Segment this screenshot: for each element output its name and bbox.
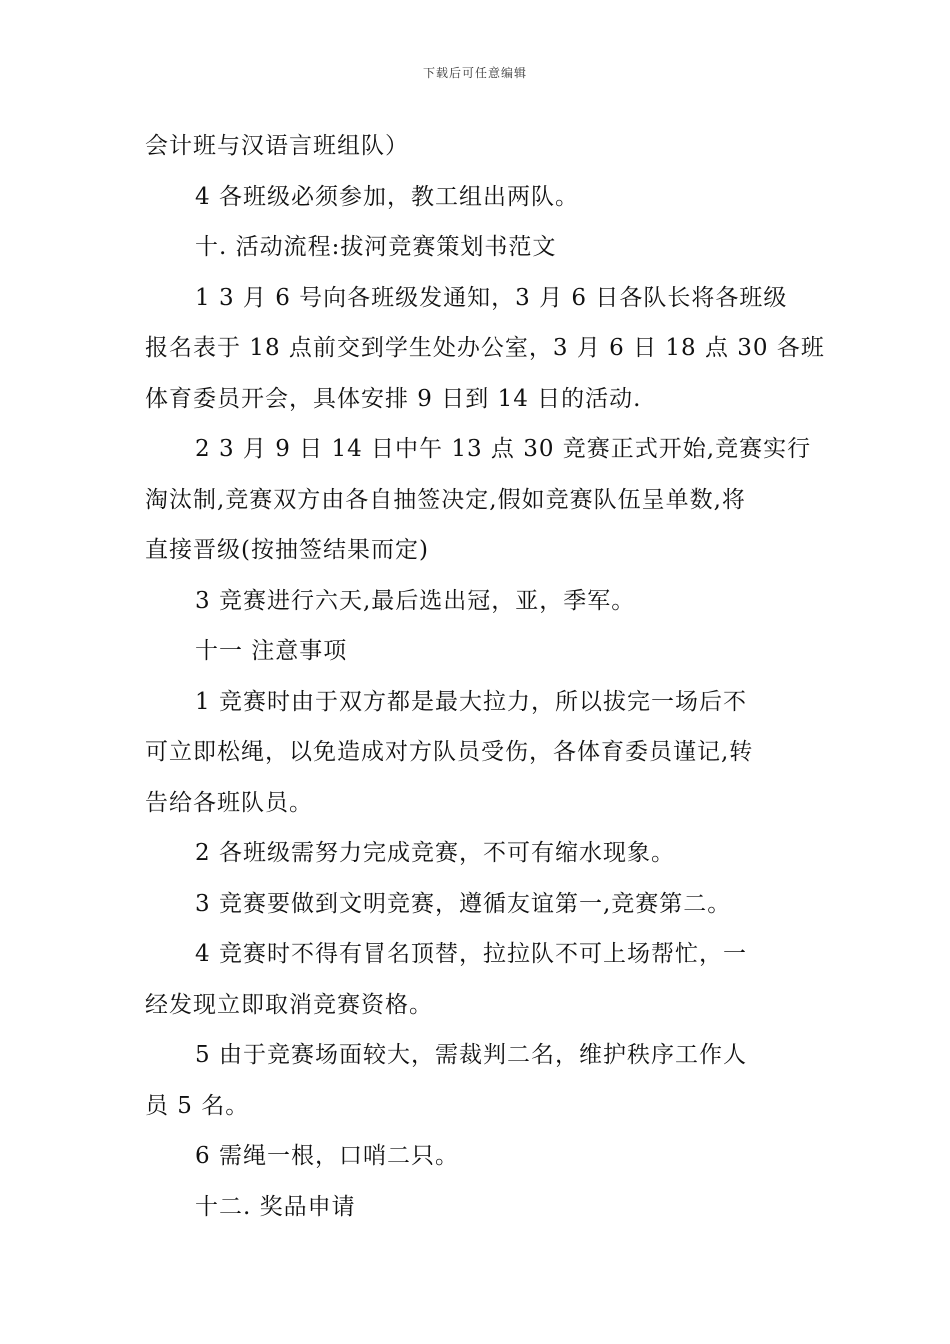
text-line: 3 竞赛要做到文明竞赛，遵循友谊第一,竞赛第二。 [195, 890, 732, 917]
text-line: 可立即松绳，以免造成对方队员受伤，各体育委员谨记,转 [145, 739, 754, 765]
text-line: 体育委员开会，具体安排 9 日到 14 日的活动. [145, 385, 642, 412]
text-line: 3 竞赛进行六天,最后选出冠，亚，季军。 [195, 587, 636, 614]
text-line: 6 需绳一根，口哨二只。 [195, 1143, 459, 1169]
section-heading: 十. 活动流程:拔河竞赛策划书范文 [195, 234, 557, 260]
text-line: 2 3 月 9 日 14 日中午 13 点 30 竞赛正式开始,竞赛实行 [195, 436, 812, 462]
text-line: 淘汰制,竞赛双方由各自抽签决定,假如竞赛队伍呈单数,将 [145, 486, 746, 513]
text-line: 5 由于竞赛场面较大，需裁判二名，维护秩序工作人 [195, 1042, 747, 1068]
document-body [145, 121, 825, 1232]
section-heading: 十二. 奖品申请 [195, 1193, 356, 1220]
text-line: 1 竞赛时由于双方都是最大拉力，所以拔完一场后不 [195, 688, 747, 715]
text-line: 2 各班级需努力完成竞赛，不可有缩水现象。 [195, 840, 675, 866]
text-line: 1 3 月 6 号向各班级发通知，3 月 6 日各队长将各班级 [195, 284, 788, 311]
text-line: 4 竞赛时不得有冒名顶替，拉拉队不可上场帮忙，一 [195, 941, 747, 967]
text-line: 告给各班队员。 [145, 789, 313, 816]
text-line: 直接晋级(按抽签结果而定) [145, 537, 429, 563]
text-line: 员 5 名。 [145, 1092, 250, 1119]
page-header: 下载后可任意编辑 [422, 66, 527, 80]
text-line: 会计班与汉语言班组队） [145, 133, 409, 159]
text-line: 4 各班级必须参加，教工组出两队。 [195, 183, 579, 210]
text-line: 报名表于 18 点前交到学生处办公室，3 月 6 日 18 点 30 各班 [145, 335, 825, 361]
text-line: 经发现立即取消竞赛资格。 [145, 991, 433, 1018]
section-heading: 十一 注意事项 [195, 638, 348, 664]
